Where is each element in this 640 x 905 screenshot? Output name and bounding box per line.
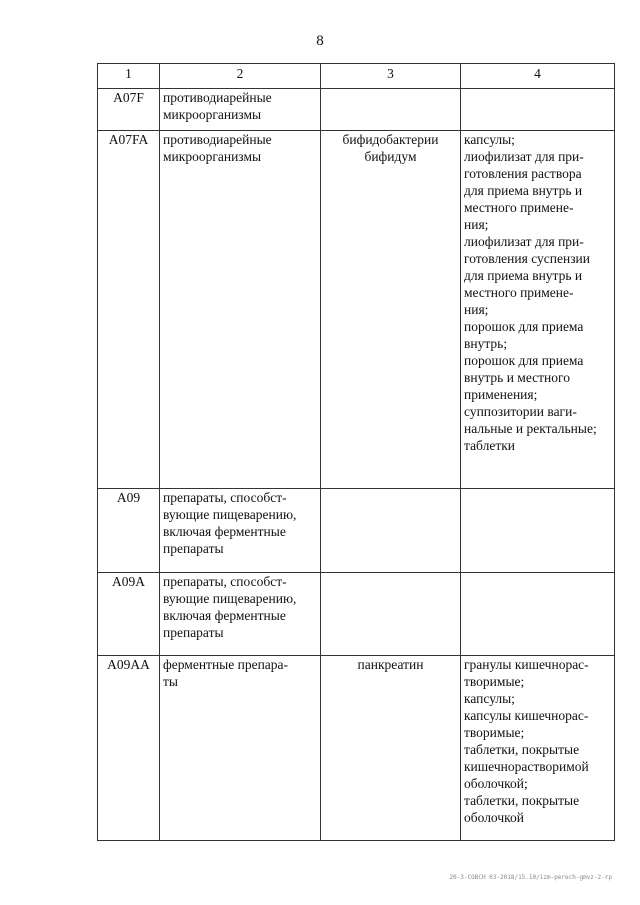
document-footer: 20-3-COBCH 03-2018/15.10/izm-perech-gmvz-2-rp xyxy=(449,874,612,881)
group-name: препараты, способст- вующие пищеварению, включая ферментные препараты xyxy=(163,490,297,556)
table-row xyxy=(98,573,615,656)
anatomical-group-cell xyxy=(160,489,321,573)
drug-table xyxy=(97,63,615,841)
table-row xyxy=(98,89,615,131)
dosage-forms: капсулы; лиофилизат для при- готовления раствора для приема внутрь и местного примене- ния; лиофилизат для при- готовления суспензии для приема внутрь и местного примене- ния; порошок для приема внутрь; порошок для приема внутрь и местного применения; суппозитории ваги- нальные и ректальные; таблетки xyxy=(464,132,597,453)
column-header: 1 xyxy=(98,64,160,89)
drug-name-cell xyxy=(321,573,461,656)
table-header-row xyxy=(98,64,615,89)
group-name: ферментные препара- ты xyxy=(163,657,289,689)
drug-name-cell xyxy=(321,489,461,573)
table-row xyxy=(98,656,615,841)
column-header: 4 xyxy=(461,64,615,89)
dosage-forms-cell xyxy=(461,656,615,841)
dosage-forms-cell xyxy=(461,89,615,131)
atc-code-cell: A09A xyxy=(98,573,160,656)
anatomical-group-cell xyxy=(160,656,321,841)
dosage-forms-cell xyxy=(461,131,615,489)
drug-name-cell: бифидобактерии бифидум xyxy=(321,131,461,489)
atc-code-cell: A07F xyxy=(98,89,160,131)
page-number: 8 xyxy=(316,33,324,49)
dosage-forms-cell xyxy=(461,489,615,573)
anatomical-group-cell xyxy=(160,573,321,656)
dosage-forms-cell xyxy=(461,573,615,656)
group-name: противодиарейные микроорганизмы xyxy=(163,132,272,164)
atc-code-cell: A07FA xyxy=(98,131,160,489)
column-header: 2 xyxy=(160,64,321,89)
atc-code-cell: A09AA xyxy=(98,656,160,841)
drug-name-cell: панкреатин xyxy=(321,656,461,841)
group-name: препараты, способст- вующие пищеварению, включая ферментные препараты xyxy=(163,574,297,640)
dosage-forms: гранулы кишечнорас- творимые; капсулы; капсулы кишечнорас- творимые; таблетки, покрытые кишечнорастворимой оболочкой; таблетки, покрытые оболочкой xyxy=(464,657,589,825)
atc-code-cell: A09 xyxy=(98,489,160,573)
drug-name-cell xyxy=(321,89,461,131)
column-header: 3 xyxy=(321,64,461,89)
anatomical-group-cell xyxy=(160,89,321,131)
group-name: противодиарейные микроорганизмы xyxy=(163,90,272,122)
anatomical-group-cell xyxy=(160,131,321,489)
table-row xyxy=(98,131,615,489)
table-row xyxy=(98,489,615,573)
